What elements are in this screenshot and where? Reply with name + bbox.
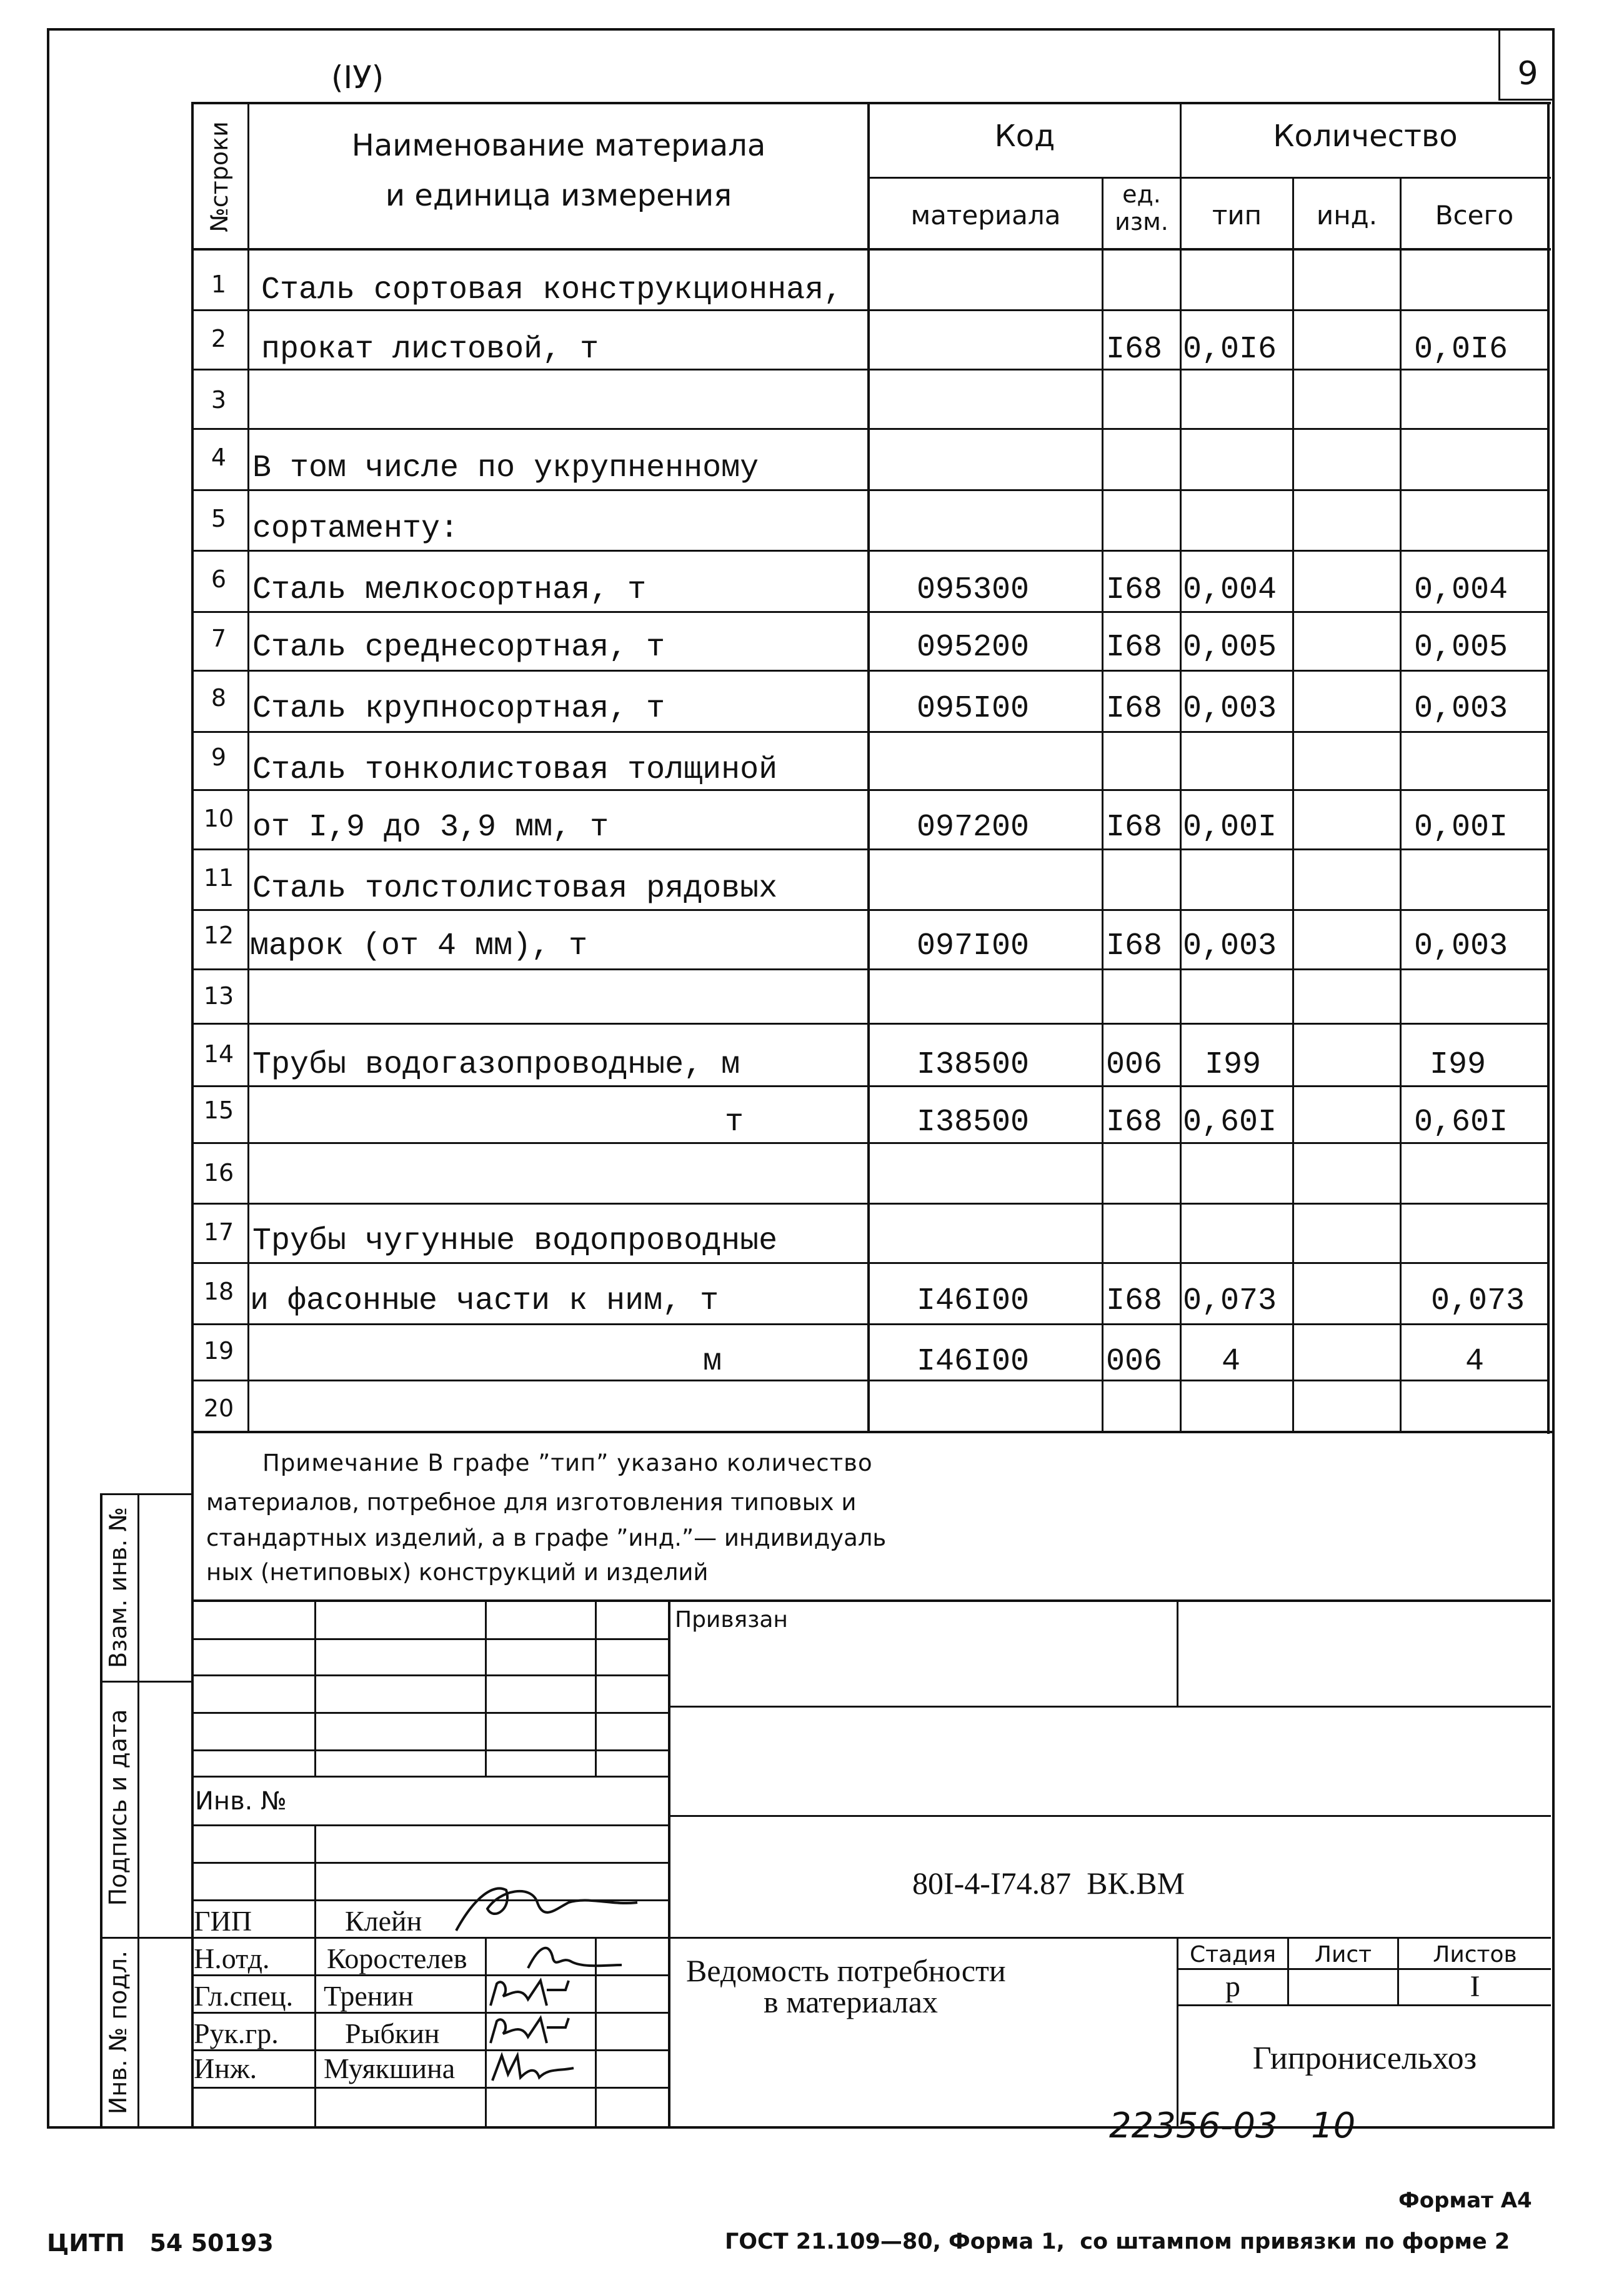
row-unit: I68 bbox=[1106, 1105, 1163, 1140]
row-number: 16 bbox=[203, 1159, 234, 1186]
signature-klein bbox=[450, 1871, 650, 1937]
row-number: 12 bbox=[203, 922, 234, 949]
row-code: 095200 bbox=[917, 630, 1030, 665]
row-type: 4 bbox=[1222, 1344, 1241, 1380]
row-type: 0,004 bbox=[1183, 572, 1277, 608]
sheets-label: Листов bbox=[1433, 1942, 1517, 1967]
row-type: I99 bbox=[1205, 1047, 1262, 1083]
document-code: 80I-4-I74.87 ВК.ВМ bbox=[912, 1866, 1185, 1901]
row-name: В том числе по укрупненному bbox=[252, 450, 759, 486]
row-name: сортаменту: bbox=[252, 511, 459, 547]
row-type: 0,60I bbox=[1183, 1105, 1277, 1140]
header-quantity-group: Количество bbox=[1273, 119, 1458, 154]
row-number: 7 bbox=[211, 625, 227, 652]
header-qty-total: Всего bbox=[1435, 200, 1514, 231]
row-unit: I68 bbox=[1106, 691, 1163, 727]
header-code-group: Код bbox=[994, 119, 1055, 154]
row-number: 15 bbox=[203, 1097, 234, 1124]
person-role: Гл.спец. bbox=[194, 1980, 294, 2012]
frame-left bbox=[47, 28, 49, 2127]
row-number: 11 bbox=[203, 864, 234, 892]
footer-right: ГОСТ 21.109—80, Форма 1, со штампом привязки по форме 2 bbox=[725, 2229, 1510, 2254]
row-code: 097200 bbox=[917, 810, 1030, 845]
row-code: I46I00 bbox=[917, 1344, 1030, 1380]
row-code: 097I00 bbox=[917, 928, 1030, 964]
row-number: 2 bbox=[211, 325, 227, 352]
row-unit: I68 bbox=[1106, 572, 1163, 608]
row-number: 4 bbox=[211, 444, 227, 471]
row-name: Трубы чугунные водопроводные bbox=[252, 1223, 778, 1259]
frame-right bbox=[1552, 28, 1555, 2127]
row-name: Трубы водогазопроводные, м bbox=[252, 1047, 740, 1083]
signature-muyakshina bbox=[486, 2049, 580, 2087]
row-code: I38500 bbox=[917, 1105, 1030, 1140]
side-label-vzam-inv: Взам. инв. № bbox=[104, 1507, 132, 1669]
handwritten-number: 22356-03 10 bbox=[1109, 2106, 1356, 2146]
person-role: Инж. bbox=[194, 2052, 257, 2084]
row-name: прокат листовой, т bbox=[261, 332, 599, 367]
footer-left: ЦИТП 54 50193 bbox=[47, 2229, 274, 2257]
privyazan-label: Привязан bbox=[675, 1607, 788, 1633]
person-role: ГИП bbox=[194, 1905, 252, 1937]
person-name: Клейн bbox=[345, 1905, 422, 1937]
row-number: 8 bbox=[211, 684, 227, 712]
row-name: Сталь толстолистовая рядовых bbox=[252, 871, 778, 907]
header-code-unit: ед. изм. bbox=[1115, 181, 1168, 236]
row-name: Сталь среднесортная, т bbox=[252, 630, 665, 665]
row-number: 10 bbox=[203, 805, 234, 832]
row-number: 14 bbox=[203, 1040, 234, 1068]
row-total: 0,60I bbox=[1414, 1105, 1508, 1140]
document-title-line2: в материалах bbox=[764, 1984, 938, 2019]
page-number: 9 bbox=[1517, 55, 1538, 92]
row-number: 18 bbox=[203, 1278, 234, 1305]
person-role: Рук.гр. bbox=[194, 2017, 279, 2049]
frame-top bbox=[47, 28, 1553, 31]
header-qty-type: тип bbox=[1212, 200, 1262, 231]
row-total: 0,003 bbox=[1414, 691, 1508, 727]
header-name-line1: Наименование материала bbox=[351, 128, 766, 163]
stage-value: р bbox=[1225, 1970, 1240, 2003]
format-label: Формат А4 bbox=[1398, 2188, 1532, 2213]
row-type: 0,00I bbox=[1183, 810, 1277, 845]
signature-korostelev bbox=[525, 1937, 625, 1974]
row-total: 0,00I bbox=[1414, 810, 1508, 845]
row-unit: I68 bbox=[1106, 928, 1163, 964]
person-name: Тренин bbox=[324, 1980, 414, 2012]
row-number: 9 bbox=[211, 744, 227, 771]
sheets-value: I bbox=[1470, 1970, 1480, 2003]
row-total: 0,004 bbox=[1414, 572, 1508, 608]
row-total: I99 bbox=[1430, 1047, 1487, 1083]
row-type: 0,003 bbox=[1183, 928, 1277, 964]
note-line3: стандартных изделий, а в графе ”инд.”— индивидуаль bbox=[206, 1525, 887, 1551]
row-name: Сталь мелкосортная, т bbox=[252, 572, 647, 608]
organization-name: Гипронисельхоз bbox=[1252, 2041, 1477, 2076]
note-line1: Примечание В графе ”тип” указано количество bbox=[262, 1450, 873, 1476]
row-type: 0,005 bbox=[1183, 630, 1277, 665]
side-label-podpis-data: Подпись и дата bbox=[104, 1709, 132, 1906]
header-name-line2: и единица измерения bbox=[385, 178, 732, 213]
page-number-box-left bbox=[1498, 28, 1500, 100]
header-row-number: №строки bbox=[206, 121, 233, 232]
side-label-inv-podl: Инв. № подл. bbox=[104, 1950, 132, 2115]
row-code: 095300 bbox=[917, 572, 1030, 608]
row-number: 20 bbox=[203, 1395, 234, 1422]
row-code: 095I00 bbox=[917, 691, 1030, 727]
row-unit: I68 bbox=[1106, 810, 1163, 845]
person-role: Н.отд. bbox=[194, 1942, 270, 1974]
row-type: 0,073 bbox=[1183, 1283, 1277, 1319]
header-code-material: материала bbox=[910, 200, 1061, 231]
note-line4: ных (нетиповых) конструкций и изделий bbox=[206, 1559, 709, 1586]
row-number: 13 bbox=[203, 982, 234, 1010]
row-number: 3 bbox=[211, 386, 227, 414]
row-code: I46I00 bbox=[917, 1283, 1030, 1319]
row-unit: 006 bbox=[1106, 1047, 1163, 1083]
row-number: 17 bbox=[203, 1218, 234, 1246]
row-type: 0,0I6 bbox=[1183, 332, 1277, 367]
row-total: 0,0I6 bbox=[1414, 332, 1508, 367]
row-unit: I68 bbox=[1106, 332, 1163, 367]
person-name: Коростелев bbox=[327, 1942, 467, 1974]
row-name: м bbox=[703, 1344, 722, 1380]
row-name: Сталь крупносортная, т bbox=[252, 691, 665, 727]
row-name: т bbox=[725, 1105, 744, 1140]
row-name: Сталь сортовая конструкционная, bbox=[261, 272, 843, 308]
row-unit: I68 bbox=[1106, 1283, 1163, 1319]
inv-no-label: Инв. № bbox=[195, 1787, 287, 1816]
row-unit: I68 bbox=[1106, 630, 1163, 665]
row-total: 0,073 bbox=[1431, 1283, 1525, 1319]
row-name: Сталь тонколистовая толщиной bbox=[252, 752, 778, 788]
row-code: I38500 bbox=[917, 1047, 1030, 1083]
stage-label: Стадия bbox=[1189, 1942, 1277, 1967]
person-name: Рыбкин bbox=[345, 2017, 440, 2049]
row-name: марок (от 4 мм), т bbox=[250, 928, 588, 964]
row-number: 5 bbox=[211, 505, 227, 532]
signature-trenin bbox=[484, 1974, 578, 2012]
signature-rybkin bbox=[484, 2012, 578, 2049]
row-total: 0,005 bbox=[1414, 630, 1508, 665]
row-name: и фасонные части к ним, т bbox=[250, 1283, 719, 1319]
row-name: от I,9 до 3,9 мм, т bbox=[252, 810, 609, 845]
header-qty-ind: инд. bbox=[1316, 200, 1378, 231]
row-number: 6 bbox=[211, 565, 227, 593]
row-type: 0,003 bbox=[1183, 691, 1277, 727]
row-total: 0,003 bbox=[1414, 928, 1508, 964]
row-number: 19 bbox=[203, 1337, 234, 1365]
row-unit: 006 bbox=[1106, 1344, 1163, 1380]
row-number: 1 bbox=[211, 271, 227, 298]
note-line2: материалов, потребное для изготовления типовых и bbox=[206, 1489, 857, 1516]
sheet-marker: (IУ) bbox=[331, 59, 384, 96]
person-name: Муякшина bbox=[324, 2052, 456, 2084]
document-title-line1: Ведомость потребности bbox=[686, 1953, 1006, 1988]
page-number-box-bottom bbox=[1498, 99, 1553, 101]
row-total: 4 bbox=[1465, 1344, 1485, 1380]
sheet-label: Лист bbox=[1314, 1942, 1372, 1967]
